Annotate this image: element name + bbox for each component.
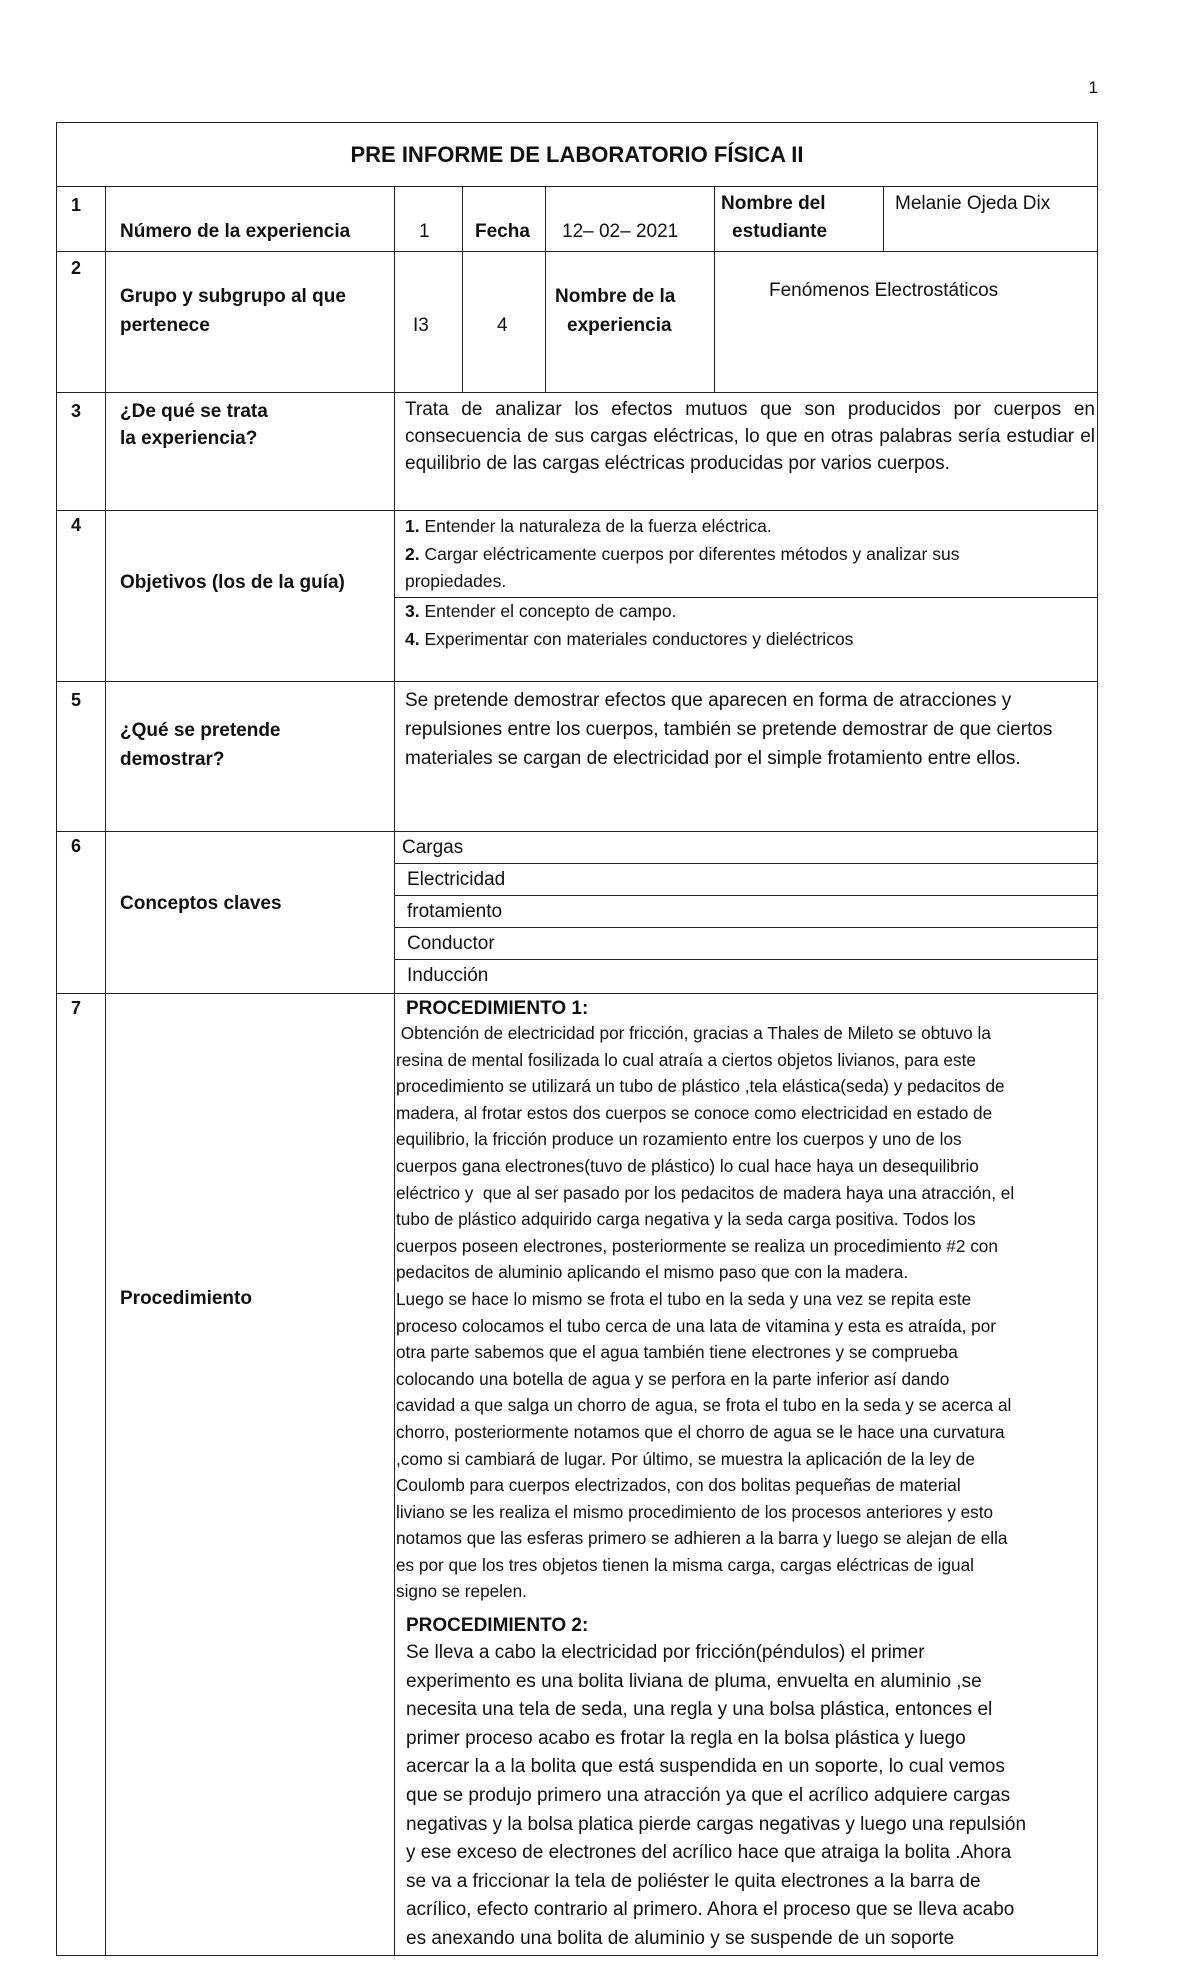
row-number-1: 1: [71, 195, 82, 215]
objectives-label: Objetivos (los de la guía): [120, 572, 345, 593]
procedure-2-line: acercar la a la bolita que está suspendida en un soporte, lo cual vemos: [406, 1756, 1005, 1778]
row-number-2: 2: [71, 258, 82, 278]
procedure-1-line: eléctrico y que al ser pasado por los pedacitos de madera haya una atracción, el: [396, 1182, 1015, 1203]
objective-1-text: Entender la naturaleza de la fuerza eléctrica.: [424, 516, 772, 536]
experience-number-value: 1: [419, 221, 430, 242]
objective-4-text: Experimentar con materiales conductores y dieléctricos: [424, 629, 854, 649]
row-key-concepts: [56, 832, 1098, 994]
objective-2: [405, 541, 1045, 594]
student-label-line2: estudiante: [732, 221, 828, 242]
row-experience-number: [56, 187, 1098, 252]
demonstrate-label-line1: ¿Qué se pretende: [120, 720, 281, 741]
row-group: [56, 252, 1098, 393]
procedure-1-line: cuerpos gana electrones(tuvo de plástico) lo cual hace haya un desequilibrio: [396, 1155, 979, 1176]
concept-4: Conductor: [407, 933, 495, 954]
procedure-1-line: tubo de plástico adquirido carga negativa y la seda carga positiva. Todos los: [396, 1209, 976, 1230]
procedure-1-line: proceso colocamos el tubo cerca de una lata de vitamina y esta es atraída, por: [396, 1315, 996, 1336]
student-name: Melanie Ojeda Dix: [895, 193, 1051, 214]
procedure-2-heading: PROCEDIMIENTO 2:: [406, 1615, 589, 1636]
procedure-2-line: Se lleva a cabo la electricidad por fricción(péndulos) el primer: [406, 1642, 925, 1663]
student-label-line1: Nombre del: [721, 193, 826, 214]
experience-name-label-line1: Nombre de la: [555, 286, 676, 307]
procedure-1-line: resina de mental fosilizada lo cual atraía a ciertos objetos livianos, para este: [396, 1049, 976, 1070]
experience-name-label-line2: experiencia: [567, 315, 672, 336]
procedure-2-line: que se produjo primero una atracción ya que el acrílico adquiere cargas: [406, 1784, 1011, 1806]
procedure-2-line: experimento es una bolita liviana de pluma, envuelta en aluminio ,se: [406, 1670, 982, 1692]
fecha-value: 12– 02– 2021: [562, 221, 679, 242]
procedure-label: Procedimiento: [120, 1288, 252, 1309]
lab-report-table: [56, 122, 1098, 1956]
procedure-1-line: ,como si cambiará de lugar. Por último, se muestra la aplicación de la ley de: [396, 1448, 975, 1469]
procedure-2-line: acrílico, efecto contrario al primero. Ahora el proceso que se lleva acabo: [406, 1899, 1015, 1921]
row-procedure: [56, 994, 1098, 1956]
fecha-label: Fecha: [475, 221, 530, 242]
procedure-1-heading: PROCEDIMIENTO 1:: [406, 998, 589, 1019]
experience-number-label: Número de la experiencia: [120, 221, 351, 242]
group-label-line1: Grupo y subgrupo al que: [120, 286, 346, 307]
procedure-1-line: equilibrio, la fricción produce un rozamiento entre los cuerpos y uno de los: [396, 1129, 962, 1150]
procedure-1-text: [396, 1020, 1096, 1605]
procedure-2-line: negativas y la bolsa platica pierde cargas negativas y luego una repulsión: [406, 1813, 1027, 1835]
objective-4-number: 4.: [405, 629, 420, 649]
procedure-2-line: es anexando una bolita de aluminio y se suspende de un soporte: [406, 1927, 955, 1949]
objective-2-text: Cargar eléctricamente cuerpos por diferentes métodos y analizar sus propiedades.: [405, 544, 960, 591]
procedure-1-line: chorro, posteriormente notamos que el chorro de agua se le hace una curvatura: [396, 1421, 1005, 1442]
procedure-2-line: se va a friccionar la tela de poliéster le quita electrones a la barra de: [406, 1870, 981, 1892]
procedure-1-line: Coulomb para cuerpos electrizados, con dos bolitas pequeñas de material: [396, 1475, 961, 1496]
objective-1: [405, 513, 1085, 540]
demonstrate-label-line2: demostrar?: [120, 749, 225, 770]
concept-2: Electricidad: [407, 869, 506, 890]
about-label-line2: la experiencia?: [120, 428, 258, 449]
procedure-1-line: notamos que las esferas primero se adhieren a la barra y luego se alejan de ella: [396, 1528, 1008, 1549]
row-number-4: 4: [71, 515, 82, 535]
row-number-7: 7: [71, 998, 82, 1018]
procedure-1-line: signo se repelen.: [396, 1581, 527, 1602]
procedure-1-line: cavidad a que salga un chorro de agua, se frota el tubo en la seda y se acerca al: [396, 1395, 1012, 1416]
group-value: I3: [413, 315, 429, 336]
concept-3: frotamiento: [407, 901, 503, 922]
key-concepts-label: Conceptos claves: [120, 893, 282, 914]
group-label-line2: pertenece: [120, 315, 210, 336]
row-number-6: 6: [71, 836, 82, 856]
row-objectives: [56, 511, 1098, 682]
subgroup-value: 4: [497, 315, 508, 336]
concept-1: Cargas: [402, 837, 464, 858]
objective-3: [405, 598, 1085, 625]
row-number-5: 5: [71, 690, 82, 710]
procedure-1-line: Obtención de electricidad por fricción, gracias a Thales de Mileto se obtuvo la: [396, 1023, 991, 1043]
procedure-1-line: pedacitos de aluminio aplicando el mismo paso que con la madera.: [396, 1262, 909, 1283]
procedure-1-line: liviano se les realiza el mismo procedimiento de los procesos anteriores y esto: [396, 1501, 994, 1522]
page-number: 1: [1088, 78, 1098, 97]
about-text: Trata de analizar los efectos mutuos que son producidos por cuerpos en consecuencia de sus cargas eléctricas, lo que en otras palabras sería estudiar el equilibrio de las cargas eléctricas producidas por varios cuerpos.: [405, 399, 1095, 474]
demonstrate-text: Se pretende demostrar efectos que aparecen en forma de atracciones y repulsiones entre los cuerpos, también se pretende demostrar de que ciertos materiales se cargan de electricidad por el simple frotamiento entre ellos.: [405, 690, 1053, 769]
row-demonstrate: [56, 682, 1098, 832]
procedure-2-line: primer proceso acabo es frotar la regla en la bolsa plástica y luego: [406, 1727, 966, 1749]
procedure-1-line: procedimiento se utilizará un tubo de plástico ,tela elástica(seda) y pedacitos de: [396, 1076, 1005, 1097]
objective-1-number: 1.: [405, 516, 420, 536]
objective-3-text: Entender el concepto de campo.: [424, 601, 677, 621]
objective-4: [405, 626, 1085, 653]
row-number-3: 3: [71, 401, 82, 421]
procedure-1-line: colocando una botella de agua y se perfora en la parte inferior así dando: [396, 1368, 950, 1389]
report-title: PRE INFORME DE LABORATORIO FÍSICA II: [56, 122, 1098, 187]
procedure-1-line: es por que los tres objetos tienen la misma carga, cargas eléctricas de igual: [396, 1554, 974, 1575]
procedure-2-line: y ese exceso de electrones del acrílico hace que atraiga la bolita .Ahora: [406, 1842, 1012, 1864]
procedure-1-line: Luego se hace lo mismo se frota el tubo en la seda y una vez se repita este: [396, 1288, 972, 1309]
objective-3-number: 3.: [405, 601, 420, 621]
procedure-1-line: otra parte sabemos que el agua también tiene electrones y se comprueba: [396, 1342, 958, 1363]
experience-name: Fenómenos Electrostáticos: [769, 280, 999, 301]
concept-5: Inducción: [407, 965, 489, 986]
about-label-line1: ¿De qué se trata: [120, 401, 268, 422]
objective-2-number: 2.: [405, 544, 420, 564]
procedure-2-line: necesita una tela de seda, una regla y una bolsa plástica, entonces el: [406, 1699, 993, 1721]
procedure-1-line: madera, al frotar estos dos cuerpos se conoce como electricidad en estado de: [396, 1102, 993, 1123]
row-about: [56, 393, 1098, 511]
procedure-1-line: cuerpos poseen electrones, posteriormente se realiza un procedimiento #2 con: [396, 1235, 998, 1256]
procedure-2-text: [406, 1639, 1096, 1954]
